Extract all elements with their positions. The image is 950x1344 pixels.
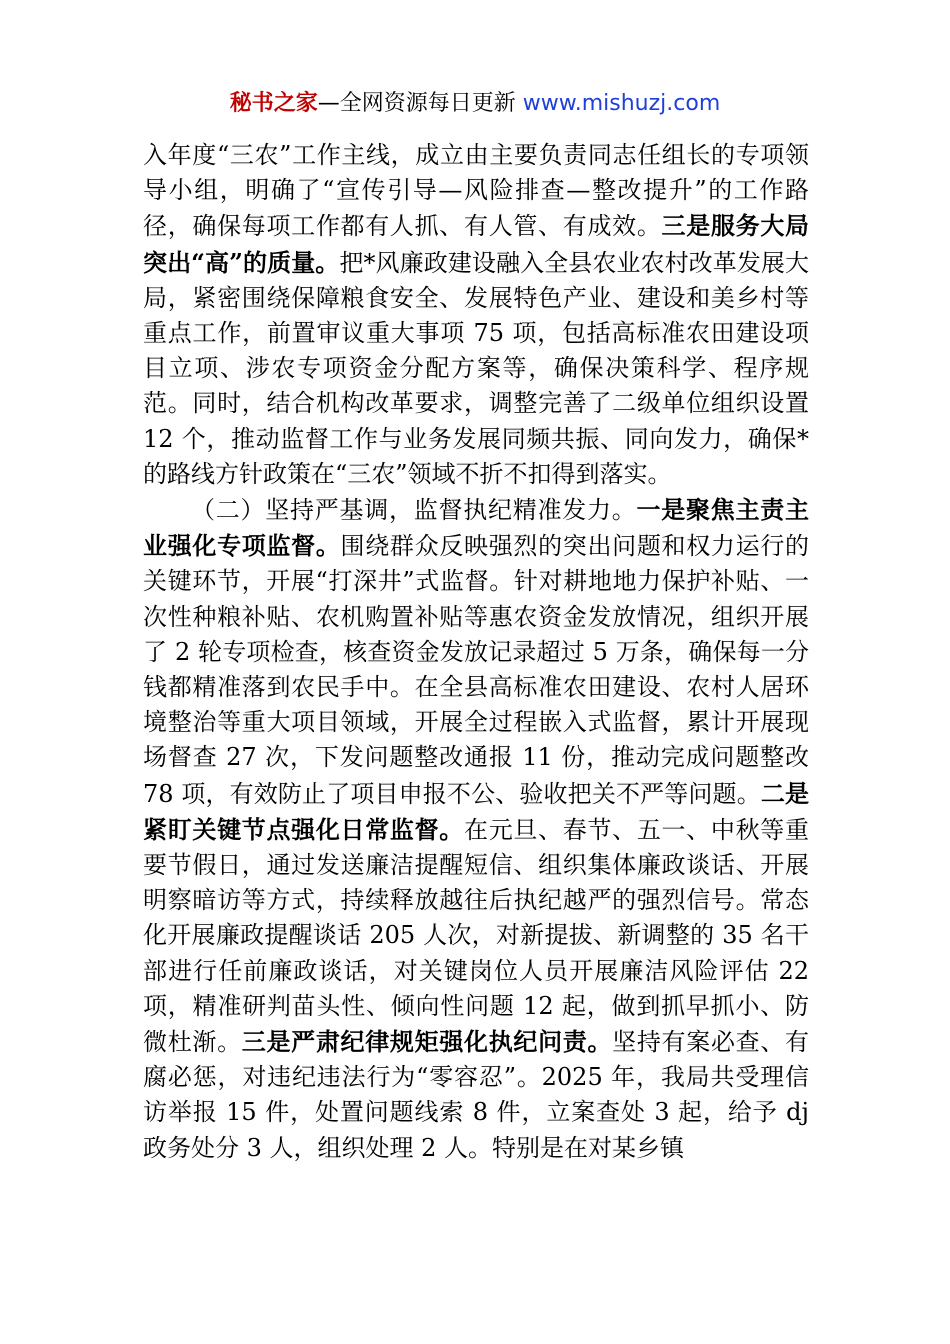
paragraph-1-bold-1: 三是服务大局突出“高”的质量。 [143,211,810,277]
brand-name: 秘书之家 [229,91,318,116]
paragraph-2-text-4: 坚持有案必查、有腐必惩，对违纪违法行为“零容忍”。2025 年，我局共受理信访举报 15 件，处置问题线索 8 件，立案查处 3 起，给予 dj 政务处分 3 人，组织处理 2 人。特别是在对某乡镇 [143,1028,810,1162]
paragraph-1-text-1: 入年度“三农”工作主线，成立由主要负责同志任组长的专项领导小组，明确了“宣传引导—风险排查—整改提升”的工作路径，确保每项工作都有人抓、有人管、有成效。 [143,141,809,241]
header-slogan: —全网资源每日更新 [317,91,516,116]
document-body [143,138,809,1166]
paragraph-2-text-3: 在元旦、春节、五一、中秋等重要节假日，通过发送廉洁提醒短信、组织集体廉政谈话、开展明察暗访等方式，持续释放越往后执纪越严的强烈信号。常态化开展廉政提醒谈话 205 人次，对新提拔、新调整的 35 名干部进行任前廉政谈话，对关键岗位人员开展廉洁风险评估 22 项，精准研判苗头性、倾向性问题 12 起，做到抓早抓小、防微杜渐。 [143,815,809,1057]
paragraph-2 [143,492,809,1166]
paragraph-2-text-2: 围绕群众反映强烈的突出问题和权力运行的关键环节，开展“打深井”式监督。针对耕地地力保护补贴、一次性种粮补贴、农机购置补贴等惠农资金发放情况，组织开展了 2 轮专项检查，核查资金发放记录超过 5 万条，确保每一分钱都精准落到农民手中。在全县高标准农田建设、农村人居环境整治等重大项目领域，开展全过程嵌入式监督，累计开展现场督查 27 次，下发问题整改通报 11 份，推动完成问题整改 78 项，有效防止了项目申报不公、验收把关不严等问题。 [143,532,810,808]
paragraph-2-bold-2: 二是紧盯关键节点强化日常监督。 [143,778,810,844]
paragraph-2-bold-1: 一是聚焦主责主业强化专项监督。 [143,495,809,561]
paragraph-2-bold-3: 三是严肃纪律规矩强化执纪问责。 [241,1027,613,1057]
paragraph-1 [143,138,809,492]
section-heading: （二）坚持严基调，监督执纪精准发力。 [191,496,637,525]
page-header [0,88,950,120]
site-url[interactable]: www.mishuzj.com [522,91,721,116]
paragraph-1-text-2: 把*风廉政建设融入全县农业农村改革发展大局，紧密围绕保障粮食安全、发展特色产业、建设和美乡村等重点工作，前置审议重大事项 75 项，包括高标准农田建设项目立项、涉农专项资金分配方案等，确保决策科学、程序规范。同时，结合机构改革要求，调整完善了二级单位组织设置 12 个，推动监督工作与业务发展同频共振、同向发力，确保*的路线方针政策在“三农”领域不折不扣得到落实。 [143,248,810,488]
